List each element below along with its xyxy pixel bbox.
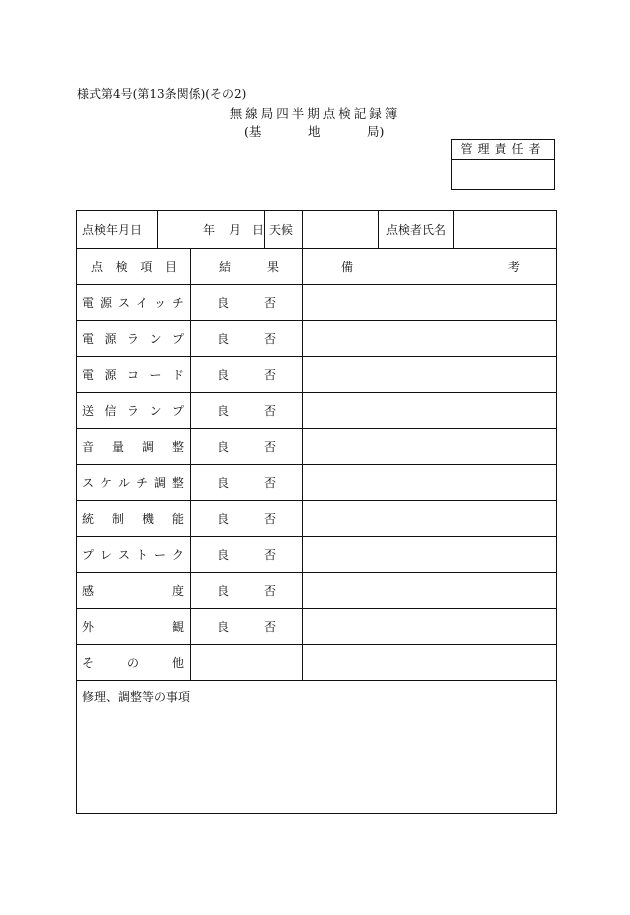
remarks-field[interactable] <box>305 286 553 318</box>
check-item-label: 外 観 <box>82 619 184 634</box>
check-item-label: 電 源 コ ー ド <box>82 367 184 382</box>
remarks-field[interactable] <box>305 610 553 642</box>
check-item-label: 音 量 調 整 <box>82 439 184 454</box>
result-good-option[interactable]: 良 <box>217 367 230 382</box>
result-bad-option[interactable]: 否 <box>264 403 277 418</box>
check-item-label: ス ケ ル チ 調 整 <box>82 475 184 490</box>
result-bad-option[interactable]: 否 <box>264 547 277 562</box>
column-divider <box>302 248 303 680</box>
manager-label: 管理責任者 <box>452 140 554 160</box>
result-good-option[interactable]: 良 <box>217 547 230 562</box>
column-divider <box>453 211 454 248</box>
remarks-field[interactable] <box>305 430 553 462</box>
subtitle-mid: 地 <box>308 124 321 139</box>
header-result: 結 果 <box>219 259 279 274</box>
form-number: 様式第4号(第13条関係)(その2) <box>77 87 247 101</box>
check-item-label: 電 源 ラ ン プ <box>82 331 184 346</box>
result-bad-option[interactable]: 否 <box>264 367 277 382</box>
inspector-name-field[interactable] <box>455 213 555 246</box>
check-item-label: プ レ ス ト ー ク <box>82 547 184 562</box>
result-bad-option[interactable]: 否 <box>264 475 277 490</box>
remarks-field[interactable] <box>305 358 553 390</box>
result-good-option[interactable]: 良 <box>217 295 230 310</box>
check-item-label: そ の 他 <box>82 655 184 670</box>
subtitle-open: (基 <box>244 124 262 139</box>
result-good-option[interactable]: 良 <box>217 511 230 526</box>
result-bad-option[interactable]: 否 <box>264 295 277 310</box>
result-bad-option[interactable]: 否 <box>264 439 277 454</box>
result-bad-option[interactable]: 否 <box>264 511 277 526</box>
weather-label: 天候 <box>269 223 294 237</box>
repair-notes-label: 修理、調整等の事項 <box>82 690 191 704</box>
document-title: 無線局四半期点検記録簿 <box>229 106 401 121</box>
result-good-option[interactable]: 良 <box>217 331 230 346</box>
inspection-table <box>76 210 557 814</box>
inspector-label: 点検者氏名 <box>386 223 447 237</box>
remarks-field[interactable] <box>305 646 553 678</box>
result-good-option[interactable]: 良 <box>217 619 230 634</box>
header-remarks: 備 考 <box>341 259 520 274</box>
day-label: 日 <box>252 223 265 237</box>
header-inspection-item: 点 検 項 目 <box>91 259 177 274</box>
weather-field[interactable] <box>305 213 379 246</box>
check-item-label: 統 制 機 能 <box>82 511 184 526</box>
result-good-option[interactable]: 良 <box>217 403 230 418</box>
result-bad-option[interactable]: 否 <box>264 331 277 346</box>
column-divider <box>264 211 265 248</box>
result-bad-option[interactable]: 否 <box>264 619 277 634</box>
remarks-field[interactable] <box>305 502 553 534</box>
manager-box <box>451 139 555 190</box>
year-label: 年 <box>203 223 216 237</box>
result-bad-option[interactable]: 否 <box>264 583 277 598</box>
check-item-label: 感 度 <box>82 583 184 598</box>
column-divider <box>302 211 303 248</box>
column-divider <box>190 248 191 680</box>
remarks-field[interactable] <box>305 322 553 354</box>
row-divider <box>77 680 556 681</box>
repair-notes-field[interactable] <box>81 707 552 809</box>
manager-signature-field[interactable] <box>454 161 552 187</box>
subtitle-close: 局) <box>367 124 385 139</box>
column-divider <box>157 211 158 248</box>
result-good-option[interactable]: 良 <box>217 583 230 598</box>
check-item-label: 送 信 ラ ン プ <box>82 403 184 418</box>
result-good-option[interactable]: 良 <box>217 439 230 454</box>
check-item-label: 電 源 ス イ ッ チ <box>82 295 184 310</box>
remarks-field[interactable] <box>305 466 553 498</box>
result-good-option[interactable]: 良 <box>217 475 230 490</box>
month-label: 月 <box>229 223 242 237</box>
remarks-field[interactable] <box>305 574 553 606</box>
remarks-field[interactable] <box>305 538 553 570</box>
remarks-field[interactable] <box>305 394 553 426</box>
date-label: 点検年月日 <box>82 223 143 237</box>
